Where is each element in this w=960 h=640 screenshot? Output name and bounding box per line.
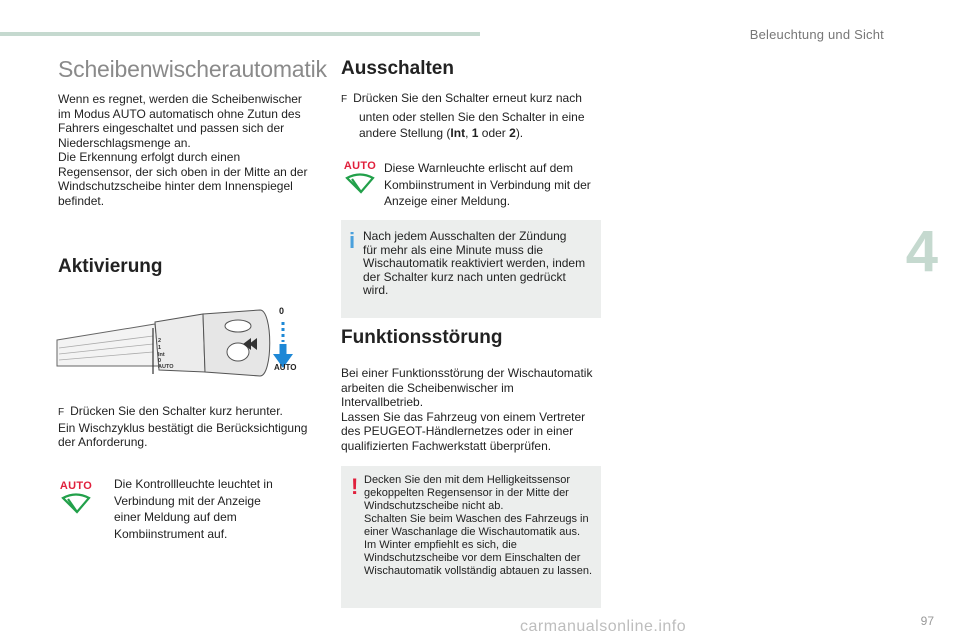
ring-label-2: 2 bbox=[158, 338, 162, 344]
header-accent-bar bbox=[0, 32, 480, 36]
chapter-number: 4 bbox=[905, 219, 938, 284]
wiper-indicator-icon bbox=[60, 492, 92, 516]
watermark: carmanualsonline.info bbox=[520, 618, 687, 635]
intro-paragraph: Wenn es regnet, werden die Scheibenwischer im Modus AUTO automatisch ohne Zutun des Fahrers eingeschaltet und passen sich der Niederschlagsmenge an. Die Erkennung erfolgt durch einen Regensensor, der sich oben in der Mitte an der Windschutzscheibe hinter dem Innenspiegel befindet. bbox=[58, 92, 308, 208]
activation-paragraph: F Drücken Sie den Schalter kurz herunter. Ein Wischzyklus bestätigt die Berücksichtigung der Anforderung. bbox=[58, 404, 308, 449]
off-indicator-paragraph: Diese Warnleuchte erlischt auf dem Kombiinstrument in Verbindung mit der Anzeige einer Meldung. bbox=[384, 161, 591, 208]
fault-heading: Funktionsstörung bbox=[341, 327, 503, 348]
indicator-paragraph: Die Kontrollleuchte leuchtet in Verbindung mit der Anzeige einer Meldung auf dem Kombiinstrument auf. bbox=[114, 477, 273, 541]
warning-icon: ! bbox=[351, 474, 359, 499]
auto-warning-indicator bbox=[340, 160, 380, 196]
fault-paragraph: Bei einer Funktionsstörung der Wischautomatik arbeiten die Scheibenwischer im Intervallbetrieb. Lassen Sie das Fahrzeug von einem Vertreter des PEUGEOT-Händlernetzes oder in einer qualifizierten Fachwerkstatt überprüfen. bbox=[341, 366, 593, 453]
page-title: Scheibenwischerautomatik bbox=[58, 56, 327, 82]
bullet-marker: F bbox=[58, 407, 65, 418]
ring-label-int: Int bbox=[158, 352, 165, 358]
ring-label-1: 1 bbox=[158, 345, 162, 351]
wiper-indicator-icon bbox=[344, 172, 376, 196]
wiper-stalk-illustration bbox=[55, 296, 315, 384]
ring-label-auto: AUTO bbox=[158, 364, 174, 370]
auto-indicator-label: AUTO bbox=[343, 160, 377, 172]
bullet-marker: F bbox=[341, 94, 348, 105]
section-label: Beleuchtung und Sicht bbox=[749, 27, 884, 42]
activation-heading: Aktivierung bbox=[58, 256, 163, 277]
ring-label-0: 0 bbox=[158, 358, 162, 364]
info-note-box: i Nach jedem Ausschalten der Zündung für mehr als eine Minute muss die Wischautomatik reaktiviert werden, indem der Schalter kurz nach unten gedrückt wird. bbox=[341, 220, 601, 318]
off-heading: Ausschalten bbox=[341, 58, 454, 79]
off-paragraph: F Drücken Sie den Schalter erneut kurz nach unten oder stellen Sie den Schalter in eine andere Stellung (Int, 1 oder 2). bbox=[341, 91, 585, 140]
label-off: 0 bbox=[279, 306, 285, 316]
info-icon: i bbox=[349, 228, 356, 253]
auto-indicator bbox=[56, 480, 96, 516]
auto-indicator-label: AUTO bbox=[59, 480, 93, 492]
warning-note-box: ! Decken Sie den mit dem Helligkeitssensor gekoppelten Regensensor in der Mitte der Windschutzscheibe nicht ab. Schalten Sie beim Waschen des Fahrzeugs in einer Waschanlage die Wischautomatik aus. Im Winter empfiehlt es sich, die Windschutzscheibe vor dem Einschalten der Wischautomatik vollständig abtauen zu lassen. bbox=[341, 466, 601, 608]
page-number: 97 bbox=[920, 614, 934, 628]
label-auto: AUTO bbox=[274, 363, 297, 372]
